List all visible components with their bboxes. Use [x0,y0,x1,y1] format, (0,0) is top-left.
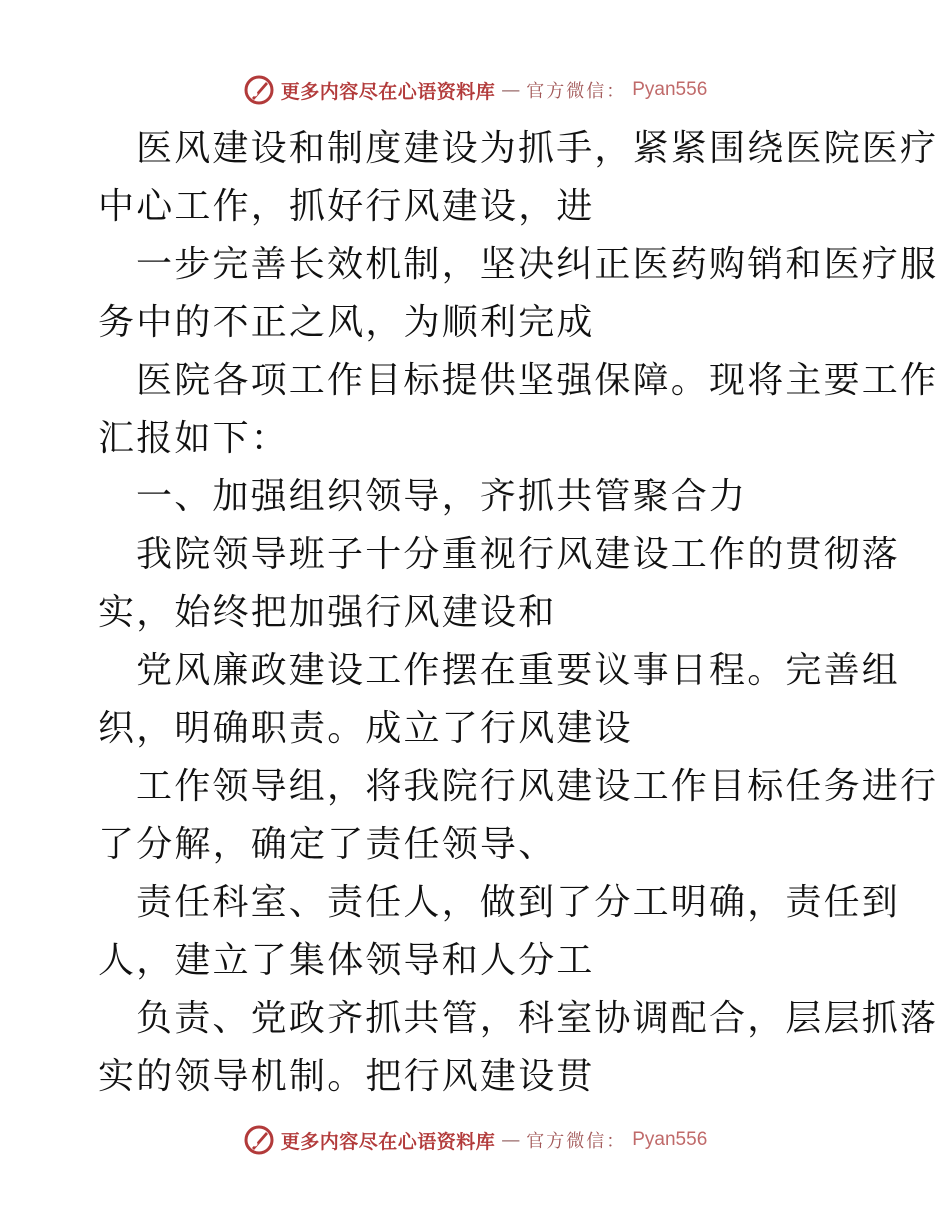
body-line: 党风廉政建设工作摆在重要议事日程。完善组 [136,650,901,691]
body-line: 中心工作，抓好行风建设，进 [98,186,595,227]
document-body [98,120,939,1106]
body-line: 医院各项工作目标提供坚强保障。现将主要工作 [136,360,939,401]
footer-wechat-label: 官方微信： [526,1131,627,1152]
quill-logo-icon [243,74,275,106]
body-line: 务中的不正之风，为顺利完成 [98,302,595,343]
quill-logo-icon [243,1124,275,1156]
header-separator: — [501,79,521,101]
body-line: 责任科室、责任人，做到了分工明确，责任到 [136,882,901,923]
body-line: 了分解，确定了责任领导、 [98,824,557,865]
header-brand-text: 更多内容尽在心语资料库 [280,80,496,103]
footer-banner [0,1120,950,1160]
body-line: 一步完善长效机制，坚决纠正医药购销和医疗服 [136,244,939,285]
footer-separator: — [501,1129,521,1151]
body-line: 人，建立了集体领导和人分工 [98,940,595,981]
body-line: 实，始终把加强行风建设和 [98,592,557,633]
body-line: 我院领导班子十分重视行风建设工作的贯彻落 [136,534,901,575]
body-line: 一、加强组织领导，齐抓共管聚合力 [136,476,748,517]
footer-brand-text: 更多内容尽在心语资料库 [280,1130,496,1153]
header-wechat-id: Pyan556 [632,79,708,100]
body-line: 负责、党政齐抓共管，科室协调配合，层层抓落 [136,998,939,1039]
header-wechat-label: 官方微信： [526,81,627,102]
body-line: 织，明确职责。成立了行风建设 [98,708,633,749]
footer-wechat-id: Pyan556 [632,1129,708,1150]
body-line: 实的领导机制。把行风建设贯 [98,1056,595,1097]
body-line: 医风建设和制度建设为抓手，紧紧围绕医院医疗 [136,128,939,169]
body-line: 汇报如下： [98,418,290,459]
body-line: 工作领导组，将我院行风建设工作目标任务进行 [136,766,939,807]
header-banner [0,70,950,110]
